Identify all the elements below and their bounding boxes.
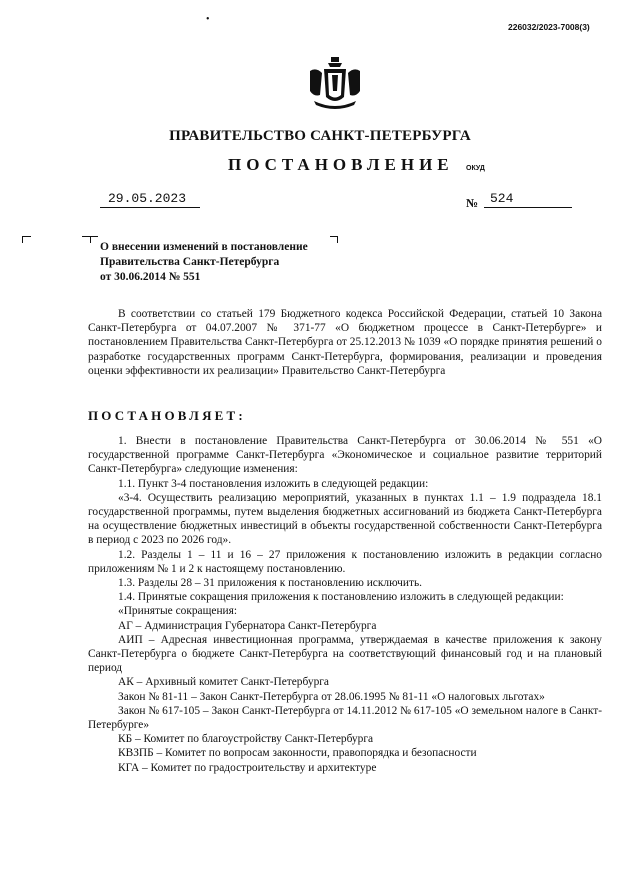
decree-items <box>88 434 602 775</box>
item-paragraph: «3-4. Осуществить реализацию мероприятий, указанных в пунктах 1.1 – 1.9 подраздела 18.1 государственной программы, путем выделения бюджетных ассигнований из бюджета Санкт-Петербурга на осуществление бюджетных инвестиций в объекты государственной собственности Санкт-Петербурга в период с 2023 по 2026 год». <box>88 491 602 547</box>
scan-speck: • <box>206 14 210 25</box>
preamble-text: В соответствии со статьей 179 Бюджетного кодекса Российской Федерации, статьей 10 Закона Санкт-Петербурга от 04.07.2007 № 371-77 «О бюджетном процессе в Санкт-Петербурге» и постановлением Правительства Санкт-Петербурга от 25.12.2013 № 1039 «О порядке принятия решений о разработке государственных программ Санкт-Петербурга, формирования, реализации и проведения оценки эффективности их реализации» Правительство Санкт-Петербурга <box>88 308 602 377</box>
document-id: 226032/2023-7008(3) <box>508 22 590 32</box>
item-paragraph: АИП – Адресная инвестиционная программа, утверждаемая в качестве приложения к закону Санкт-Петербурга о бюджете Санкт-Петербурга на соответствующий финансовый год и на плановый период <box>88 633 602 675</box>
item-paragraph: КВЗПБ – Комитет по вопросам законности, правопорядка и безопасности <box>118 747 477 760</box>
item-paragraph: АК – Архивный комитет Санкт-Петербурга <box>118 676 329 689</box>
item-paragraph: 1.2. Разделы 1 – 11 и 16 – 27 приложения к постановлению изложить в редакции согласно приложениям № 1 и 2 к настоящему постановлению. <box>88 548 602 575</box>
corner-bracket <box>90 236 98 243</box>
item-paragraph: 1.4. Принятые сокращения приложения к постановлению изложить в следующей редакции: <box>118 591 564 604</box>
date-underline <box>100 207 200 208</box>
item-paragraph: 1. Внести в постановление Правительства Санкт-Петербурга от 30.06.2014 № 551 «О государственной программе Санкт-Петербурга «Экономическое и социальное развитие территорий Санкт-Петербурга» следующие изменения: <box>88 435 602 476</box>
number-underline <box>484 207 572 208</box>
subject-line: Правительства Санкт-Петербурга <box>100 256 280 268</box>
okud-label: ОКУД <box>466 165 485 172</box>
item-paragraph: Закон № 617-105 – Закон Санкт-Петербурга от 14.11.2012 № 617-105 «О земельном налоге в Санкт-Петербурге» <box>88 704 602 732</box>
coat-of-arms-icon <box>306 55 364 113</box>
subject-line: от 30.06.2014 № 551 <box>100 271 201 283</box>
item-paragraph: «Принятые сокращения: <box>118 605 238 618</box>
item-paragraph: 1.3. Разделы 28 – 31 приложения к постановлению исключить. <box>118 577 422 590</box>
subject-line: О внесении изменений в постановление <box>100 241 308 253</box>
preamble <box>88 307 602 378</box>
item-paragraph: КГА – Комитет по градостроительству и архитектуре <box>118 761 377 774</box>
resolves-heading: ПОСТАНОВЛЯЕТ: <box>88 408 246 423</box>
number-sign: № <box>466 196 479 210</box>
decree-subject <box>100 240 360 285</box>
item-paragraph: КБ – Комитет по благоустройству Санкт-Петербурга <box>118 733 374 746</box>
item-paragraph: АГ – Администрация Губернатора Санкт-Петербурга <box>118 619 377 632</box>
item-paragraph: Закон № 81-11 – Закон Санкт-Петербурга от 28.06.1995 № 81-11 «О налоговых льготах» <box>118 690 545 703</box>
decree-date: 29.05.2023 <box>108 191 187 206</box>
decree-number: 524 <box>490 191 514 206</box>
item-paragraph: 1.1. Пункт 3-4 постановления изложить в следующей редакции: <box>118 477 429 490</box>
decree-title: ПОСТАНОВЛЕНИЕ <box>228 155 454 174</box>
corner-bracket <box>22 236 31 243</box>
government-title: ПРАВИТЕЛЬСТВО САНКТ-ПЕТЕРБУРГА <box>169 128 471 144</box>
